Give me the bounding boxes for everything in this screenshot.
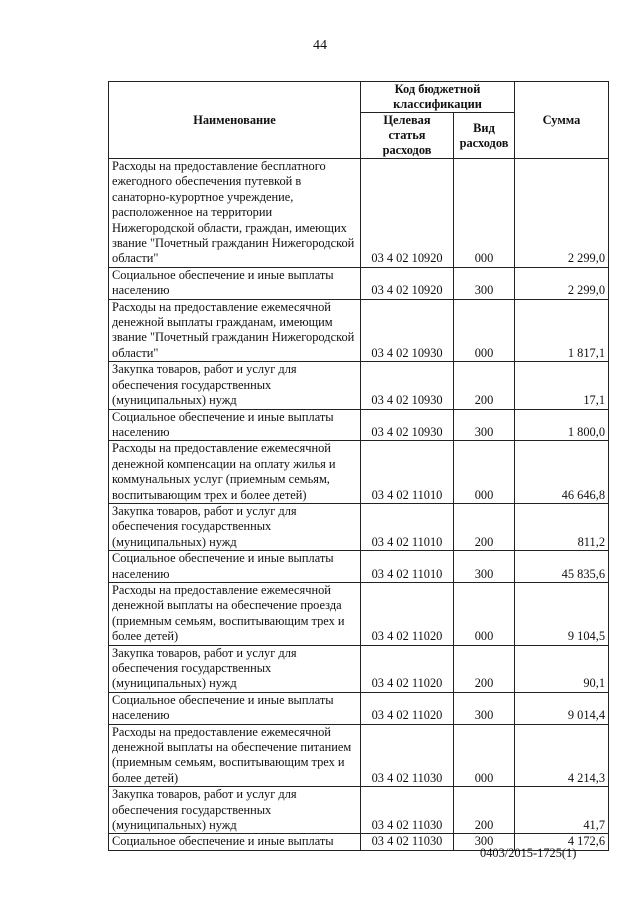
row-sum: 1 800,0 <box>515 409 609 441</box>
row-name: Закупка товаров, работ и услуг для обеспечения государственных (муниципальных) нужд <box>109 645 361 692</box>
row-sum: 4 172,6 <box>515 834 609 850</box>
row-code: 03 4 02 10920 <box>361 159 454 268</box>
table-row <box>109 551 609 583</box>
row-sum: 41,7 <box>515 787 609 834</box>
table-row <box>109 692 609 724</box>
row-name: Расходы на предоставление ежемесячной денежной выплаты на обеспечение питанием (приемным семьям, воспитывающим трех и более детей) <box>109 724 361 787</box>
row-code: 03 4 02 10920 <box>361 267 454 299</box>
row-code: 03 4 02 10930 <box>361 299 454 362</box>
row-type: 200 <box>454 645 515 692</box>
row-sum: 9 104,5 <box>515 582 609 645</box>
table-row <box>109 724 609 787</box>
table-row <box>109 645 609 692</box>
row-type: 200 <box>454 503 515 550</box>
budget-table <box>108 81 609 851</box>
header-expense-type: Вид расходов <box>454 113 515 159</box>
header-budget-code: Код бюджетной классификации <box>361 82 515 113</box>
row-code: 03 4 02 11020 <box>361 582 454 645</box>
document-code: 0403/2015-1725(1) <box>480 846 577 860</box>
row-type: 300 <box>454 834 515 850</box>
table-row <box>109 409 609 441</box>
table-row <box>109 582 609 645</box>
row-type: 300 <box>454 692 515 724</box>
row-sum: 90,1 <box>515 645 609 692</box>
row-sum: 2 299,0 <box>515 267 609 299</box>
row-sum: 45 835,6 <box>515 551 609 583</box>
row-code: 03 4 02 11020 <box>361 692 454 724</box>
row-code: 03 4 02 11030 <box>361 834 454 850</box>
row-sum: 811,2 <box>515 503 609 550</box>
row-name: Расходы на предоставление ежемесячной денежной компенсации на оплату жилья и коммунальных услуг (приемным семьям, воспитывающим трех и более детей) <box>109 441 361 504</box>
row-type: 200 <box>454 787 515 834</box>
row-type: 200 <box>454 362 515 409</box>
row-name: Социальное обеспечение и иные выплаты населению <box>109 692 361 724</box>
table-row <box>109 503 609 550</box>
row-sum: 2 299,0 <box>515 159 609 268</box>
row-type: 000 <box>454 299 515 362</box>
page-number: 44 <box>313 38 327 53</box>
table-row <box>109 787 609 834</box>
row-type: 000 <box>454 441 515 504</box>
header-target-article: Целевая статья расходов <box>361 113 454 159</box>
row-type: 300 <box>454 267 515 299</box>
row-code: 03 4 02 11010 <box>361 503 454 550</box>
row-type: 000 <box>454 582 515 645</box>
table-row <box>109 362 609 409</box>
row-type: 300 <box>454 409 515 441</box>
table-row <box>109 299 609 362</box>
row-name: Социальное обеспечение и иные выплаты населению <box>109 551 361 583</box>
row-code: 03 4 02 11010 <box>361 551 454 583</box>
row-type: 000 <box>454 159 515 268</box>
row-name: Закупка товаров, работ и услуг для обеспечения государственных (муниципальных) нужд <box>109 787 361 834</box>
row-name: Социальное обеспечение и иные выплаты населению <box>109 409 361 441</box>
row-code: 03 4 02 11010 <box>361 441 454 504</box>
row-type: 300 <box>454 551 515 583</box>
row-code: 03 4 02 11030 <box>361 787 454 834</box>
header-sum: Сумма <box>515 82 609 159</box>
row-code: 03 4 02 10930 <box>361 362 454 409</box>
row-code: 03 4 02 10930 <box>361 409 454 441</box>
header-name: Наименование <box>109 82 361 159</box>
row-name: Расходы на предоставление бесплатного ежегодного обеспечения путевкой в санаторно-курортное учреждение, расположенное на территории Нижегородской области, граждан, имеющих звание "Почетный гражданин Нижегородской области" <box>109 159 361 268</box>
table-row <box>109 267 609 299</box>
row-sum: 4 214,3 <box>515 724 609 787</box>
row-name: Расходы на предоставление ежемесячной денежной выплаты гражданам, имеющим звание "Почетный гражданин Нижегородской области" <box>109 299 361 362</box>
row-name: Закупка товаров, работ и услуг для обеспечения государственных (муниципальных) нужд <box>109 503 361 550</box>
row-name: Социальное обеспечение и иные выплаты населению <box>109 267 361 299</box>
row-sum: 1 817,1 <box>515 299 609 362</box>
row-type: 000 <box>454 724 515 787</box>
table-row <box>109 441 609 504</box>
row-sum: 9 014,4 <box>515 692 609 724</box>
row-name: Расходы на предоставление ежемесячной денежной выплаты на обеспечение проезда (приемным семьям, воспитывающим трех и более детей) <box>109 582 361 645</box>
row-code: 03 4 02 11030 <box>361 724 454 787</box>
row-sum: 17,1 <box>515 362 609 409</box>
row-name: Закупка товаров, работ и услуг для обеспечения государственных (муниципальных) нужд <box>109 362 361 409</box>
row-sum: 46 646,8 <box>515 441 609 504</box>
table-row <box>109 159 609 268</box>
row-code: 03 4 02 11020 <box>361 645 454 692</box>
row-name: Социальное обеспечение и иные выплаты <box>109 834 361 850</box>
